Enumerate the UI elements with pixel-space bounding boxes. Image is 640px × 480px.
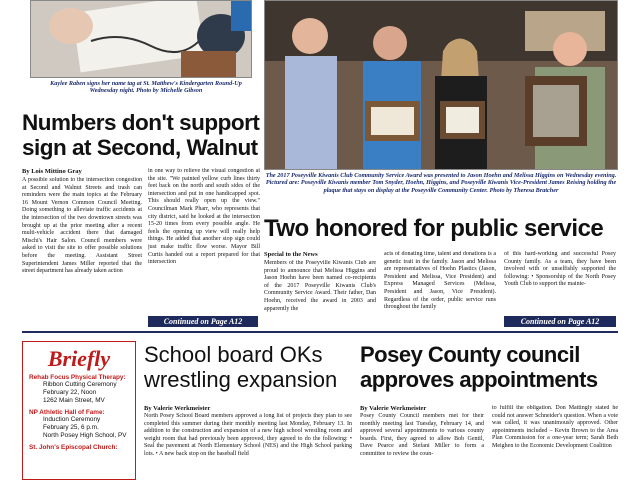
kiwanis-col1: Members of the Poseyville Kiwanis Club are proud to announce that Melissa Higgins and Jason Hoehn have been named co-recipients of the 2017 Poseyville Kiwanis Club's Community Service Award. Their father, Dan Hoehn, received the award in 2003 and apparently the — [264, 260, 376, 312]
council-col2: to fulfill the obligation. Don Mattingly stated he could not answer Schneider's question. When a vote was called, it was unanimously approved. Other appointments included – Kevin Brown to the Area Plan Commission for a one-year term; Sarah Beth Meighen to the Economic Development Coalition — [492, 405, 618, 449]
school-headline-line2: wrestling expansion — [144, 367, 338, 392]
council-byline: By Valerie Werkmeister — [360, 405, 427, 412]
numbers-headline-line1: Numbers don't support — [22, 110, 260, 135]
school-byline: By Valerie Werkmeister — [144, 405, 211, 412]
council-headline-line2: approves appointments — [360, 367, 598, 392]
kiwanis-headline: Two honored for public service — [264, 215, 604, 242]
section-divider — [22, 331, 618, 333]
kindergarten-photo-illustration — [31, 1, 252, 78]
council-headline-line1: Posey County council — [360, 342, 580, 367]
kindergarten-caption: Kaylee Raben signs her name tag at St. Matthew's Kindergarten Round-Up Wednesday night. Photo by Michelle Gibson — [50, 80, 242, 95]
briefly-item-line: Ribbon Cutting Ceremony — [43, 381, 117, 388]
numbers-col1: A possible solution to the intersection congestion at Second and Walnut Streets and trash can reminders were the main topics at the February 16 Mount Vernon Common Council Meeting. Doing something to alleviate traffic accidents at the intersection of the two downtown streets was brought up at the prior meeting after a recent multi-vehicle accident there that damaged Mischi's Hair Salon. Council members were asked to visit the site to offer possible solutions before the meeting. Assistant Street Superintendent James Miller reported that the street department has already taken action — [22, 177, 142, 275]
briefly-item-line: 1262 Main Street, MV — [43, 397, 105, 404]
numbers-continued[interactable]: Continued on Page A12 — [148, 316, 258, 327]
briefly-item — [29, 444, 129, 451]
council-headline — [360, 342, 622, 392]
council-col1: Posey County Council members met for their monthly meeting last Tuesday, February 14, and approved several appointments to various county boards. First, they agreed to allow Bob Gentil, Dave Pearce and Stefani Miller to form a committee to review the coun- — [360, 413, 484, 457]
kiwanis-caption: The 2017 Poseyville Kiwanis Club Community Service Award was presented to Jason Hoehn and Melissa Higgins on Wednesday evening. Pictured are: Poseyville Kiwanis member Tom Snyder, Hoehn, Higgins, and Poseyville Kiwanis Vice-President James Reising holding the plaque that stays on display at the Poseyville Community Center. Photo by Theresa Bratcher — [265, 172, 617, 194]
briefly-item-line: North Posey High School, PV — [43, 432, 127, 439]
briefly-list — [23, 372, 135, 453]
numbers-byline: By Lois Mittino Gray — [22, 168, 82, 175]
numbers-col2: in one way to relieve the visual congestion at the site. "We painted yellow curb lines thirty feet back on the north and south sides of the intersection and put in one handicapped spot. This should really open up the view." Councilman Mark Pharr, who represents that city district, said he looked at the intersection 15-20 times from every possible angle. He feels the opening up view will really help things. He added that another stop sign could just make traffic flow worse. Mayor Bill Curtis handed out a report prepared for that intersection — [148, 168, 260, 266]
school-headline-line1: School board OKs — [144, 342, 323, 367]
kiwanis-continued[interactable]: Continued on Page A12 — [504, 316, 616, 327]
kiwanis-byline: Special to the News — [264, 251, 318, 258]
briefly-item-line: February 22, Noon — [43, 389, 97, 396]
briefly-item-title: Rehab Focus Physical Therapy: — [29, 374, 126, 381]
kiwanis-col3: of this hard-working and successful Posey County family. As a team, they have been involved with or unselfishly supported the following: • Sponsorship of the North Posey Youth Club to support the mainte- — [504, 251, 616, 288]
kindergarten-photo — [30, 0, 252, 78]
briefly-item — [29, 374, 129, 405]
briefly-item — [29, 409, 129, 440]
briefly-item-title: St. John's Episcopal Church: — [29, 444, 118, 451]
school-headline — [144, 342, 354, 392]
briefly-item-title: NP Athletic Hall of Fame: — [29, 409, 105, 416]
briefly-box — [22, 341, 136, 480]
kiwanis-photo — [264, 0, 618, 170]
briefly-item-line: February 25, 6 p.m. — [43, 424, 99, 431]
numbers-headline-line2: sign at Second, Walnut — [22, 135, 258, 160]
briefly-title: Briefly — [47, 346, 111, 371]
school-body: North Posey School Board members approved a long list of projects they plan to see completed this summer during their monthly meeting last Monday, February 13. In addition to the construction and expansion of a new high school wrestling room and weight room that had previously been approved, they agreed to do the following: • Seal the pavement at North Elementary School (NES) and the High School parking lots. • A new back stop on the baseball field — [144, 413, 352, 457]
briefly-item-line: Induction Ceremony — [43, 416, 101, 423]
kiwanis-photo-illustration — [265, 1, 618, 170]
kiwanis-col2: acts of donating time, talent and donations is a genetic trait in the family. Jason and Melissa are representatives of Hoehn Plastics (Jason, President and Melissa, Vice President) and Express Managed Services (Melissa, President and Jason, Vice President). Regardless of the order, public service runs throughout the family — [384, 251, 496, 311]
numbers-headline — [22, 110, 262, 160]
